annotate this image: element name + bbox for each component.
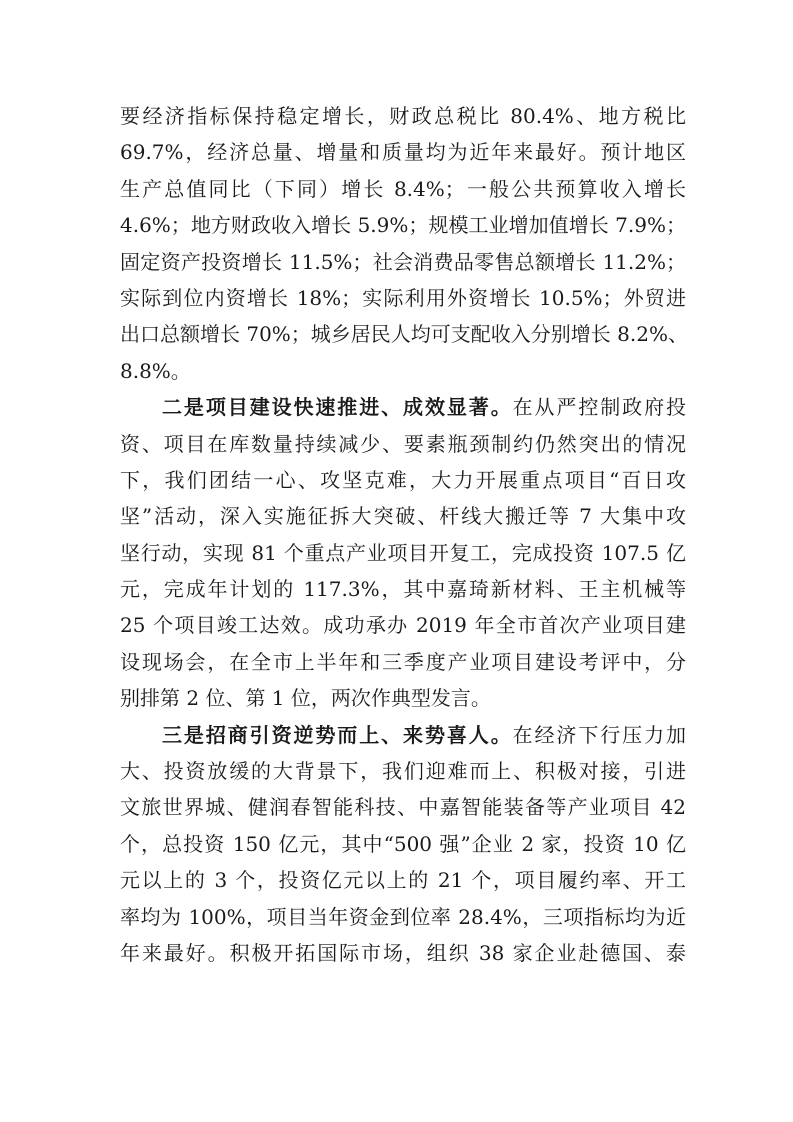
- text-line: 年来最好。积极开拓国际市场，组织 38 家企业赴德国、泰: [120, 940, 686, 965]
- text-run: 在从严控制政府投: [512, 395, 687, 420]
- text-line: 坚”活动，深入实施征拆大突破、杆线大搬迁等 7 大集中攻: [120, 504, 686, 529]
- paragraph-lead: 三是招商引资逆势而上、来势喜人。: [162, 722, 513, 747]
- text-line: 固定资产投资增长 11.5%；社会消费品零售总额增长 11.2%；: [120, 249, 686, 274]
- text-line: 25 个项目竣工达效。成功承办 2019 年全市首次产业项目建: [120, 613, 686, 638]
- text-line: 8.8%。: [120, 358, 191, 383]
- text-line: 出口总额增长 70%；城乡居民人均可支配收入分别增长 8.2%、: [120, 322, 688, 347]
- text-line: 实际到位内资增长 18%；实际利用外资增长 10.5%；外贸进: [120, 285, 686, 310]
- text-line: 生产总值同比（下同）增长 8.4%；一般公共预算收入增长: [120, 176, 686, 201]
- text-line: 文旅世界城、健润春智能科技、中嘉智能装备等产业项目 42: [120, 795, 686, 820]
- text-line: 下，我们团结一心、攻坚克难，大力开展重点项目“百日攻: [120, 467, 686, 492]
- text-line: 大、投资放缓的大背景下，我们迎难而上、积极对接，引进: [120, 759, 686, 784]
- text-line: [120, 717, 686, 753]
- text-line: 设现场会，在全市上半年和三季度产业项目建设考评中，分: [120, 649, 686, 674]
- text-line: 元以上的 3 个，投资亿元以上的 21 个，项目履约率、开工: [120, 868, 686, 893]
- text-line: 元，完成年计划的 117.3%，其中嘉琦新材料、王主机械等: [120, 577, 686, 602]
- text-line: 要经济指标保持稳定增长，财政总税比 80.4%、地方税比: [120, 104, 686, 128]
- paragraph-project-construction: [120, 389, 686, 717]
- text-line: 4.6%；地方财政收入增长 5.9%；规模工业增加值增长 7.9%；: [120, 213, 686, 238]
- text-line: 别排第 2 位、第 1 位，两次作典型发言。: [120, 686, 491, 711]
- text-line: [120, 389, 686, 425]
- paragraph-economic-indicators: [120, 98, 686, 389]
- text-run: 在经济下行压力加: [512, 722, 687, 747]
- text-line: 资、项目在库数量持续减少、要素瓶颈制约仍然突出的情况: [120, 431, 686, 456]
- document-page: [120, 98, 686, 971]
- paragraph-lead: 二是项目建设快速推进、成效显著。: [162, 395, 513, 420]
- paragraph-investment-attraction: [120, 717, 686, 972]
- text-line: 69.7%，经济总量、增量和质量均为近年来最好。预计地区: [120, 140, 686, 165]
- text-line: 率均为 100%，项目当年资金到位率 28.4%，三项指标均为近: [120, 904, 686, 929]
- text-line: 坚行动，实现 81 个重点产业项目开复工，完成投资 107.5 亿: [120, 540, 686, 565]
- text-line: 个，总投资 150 亿元，其中“500 强”企业 2 家，投资 10 亿: [120, 831, 686, 856]
